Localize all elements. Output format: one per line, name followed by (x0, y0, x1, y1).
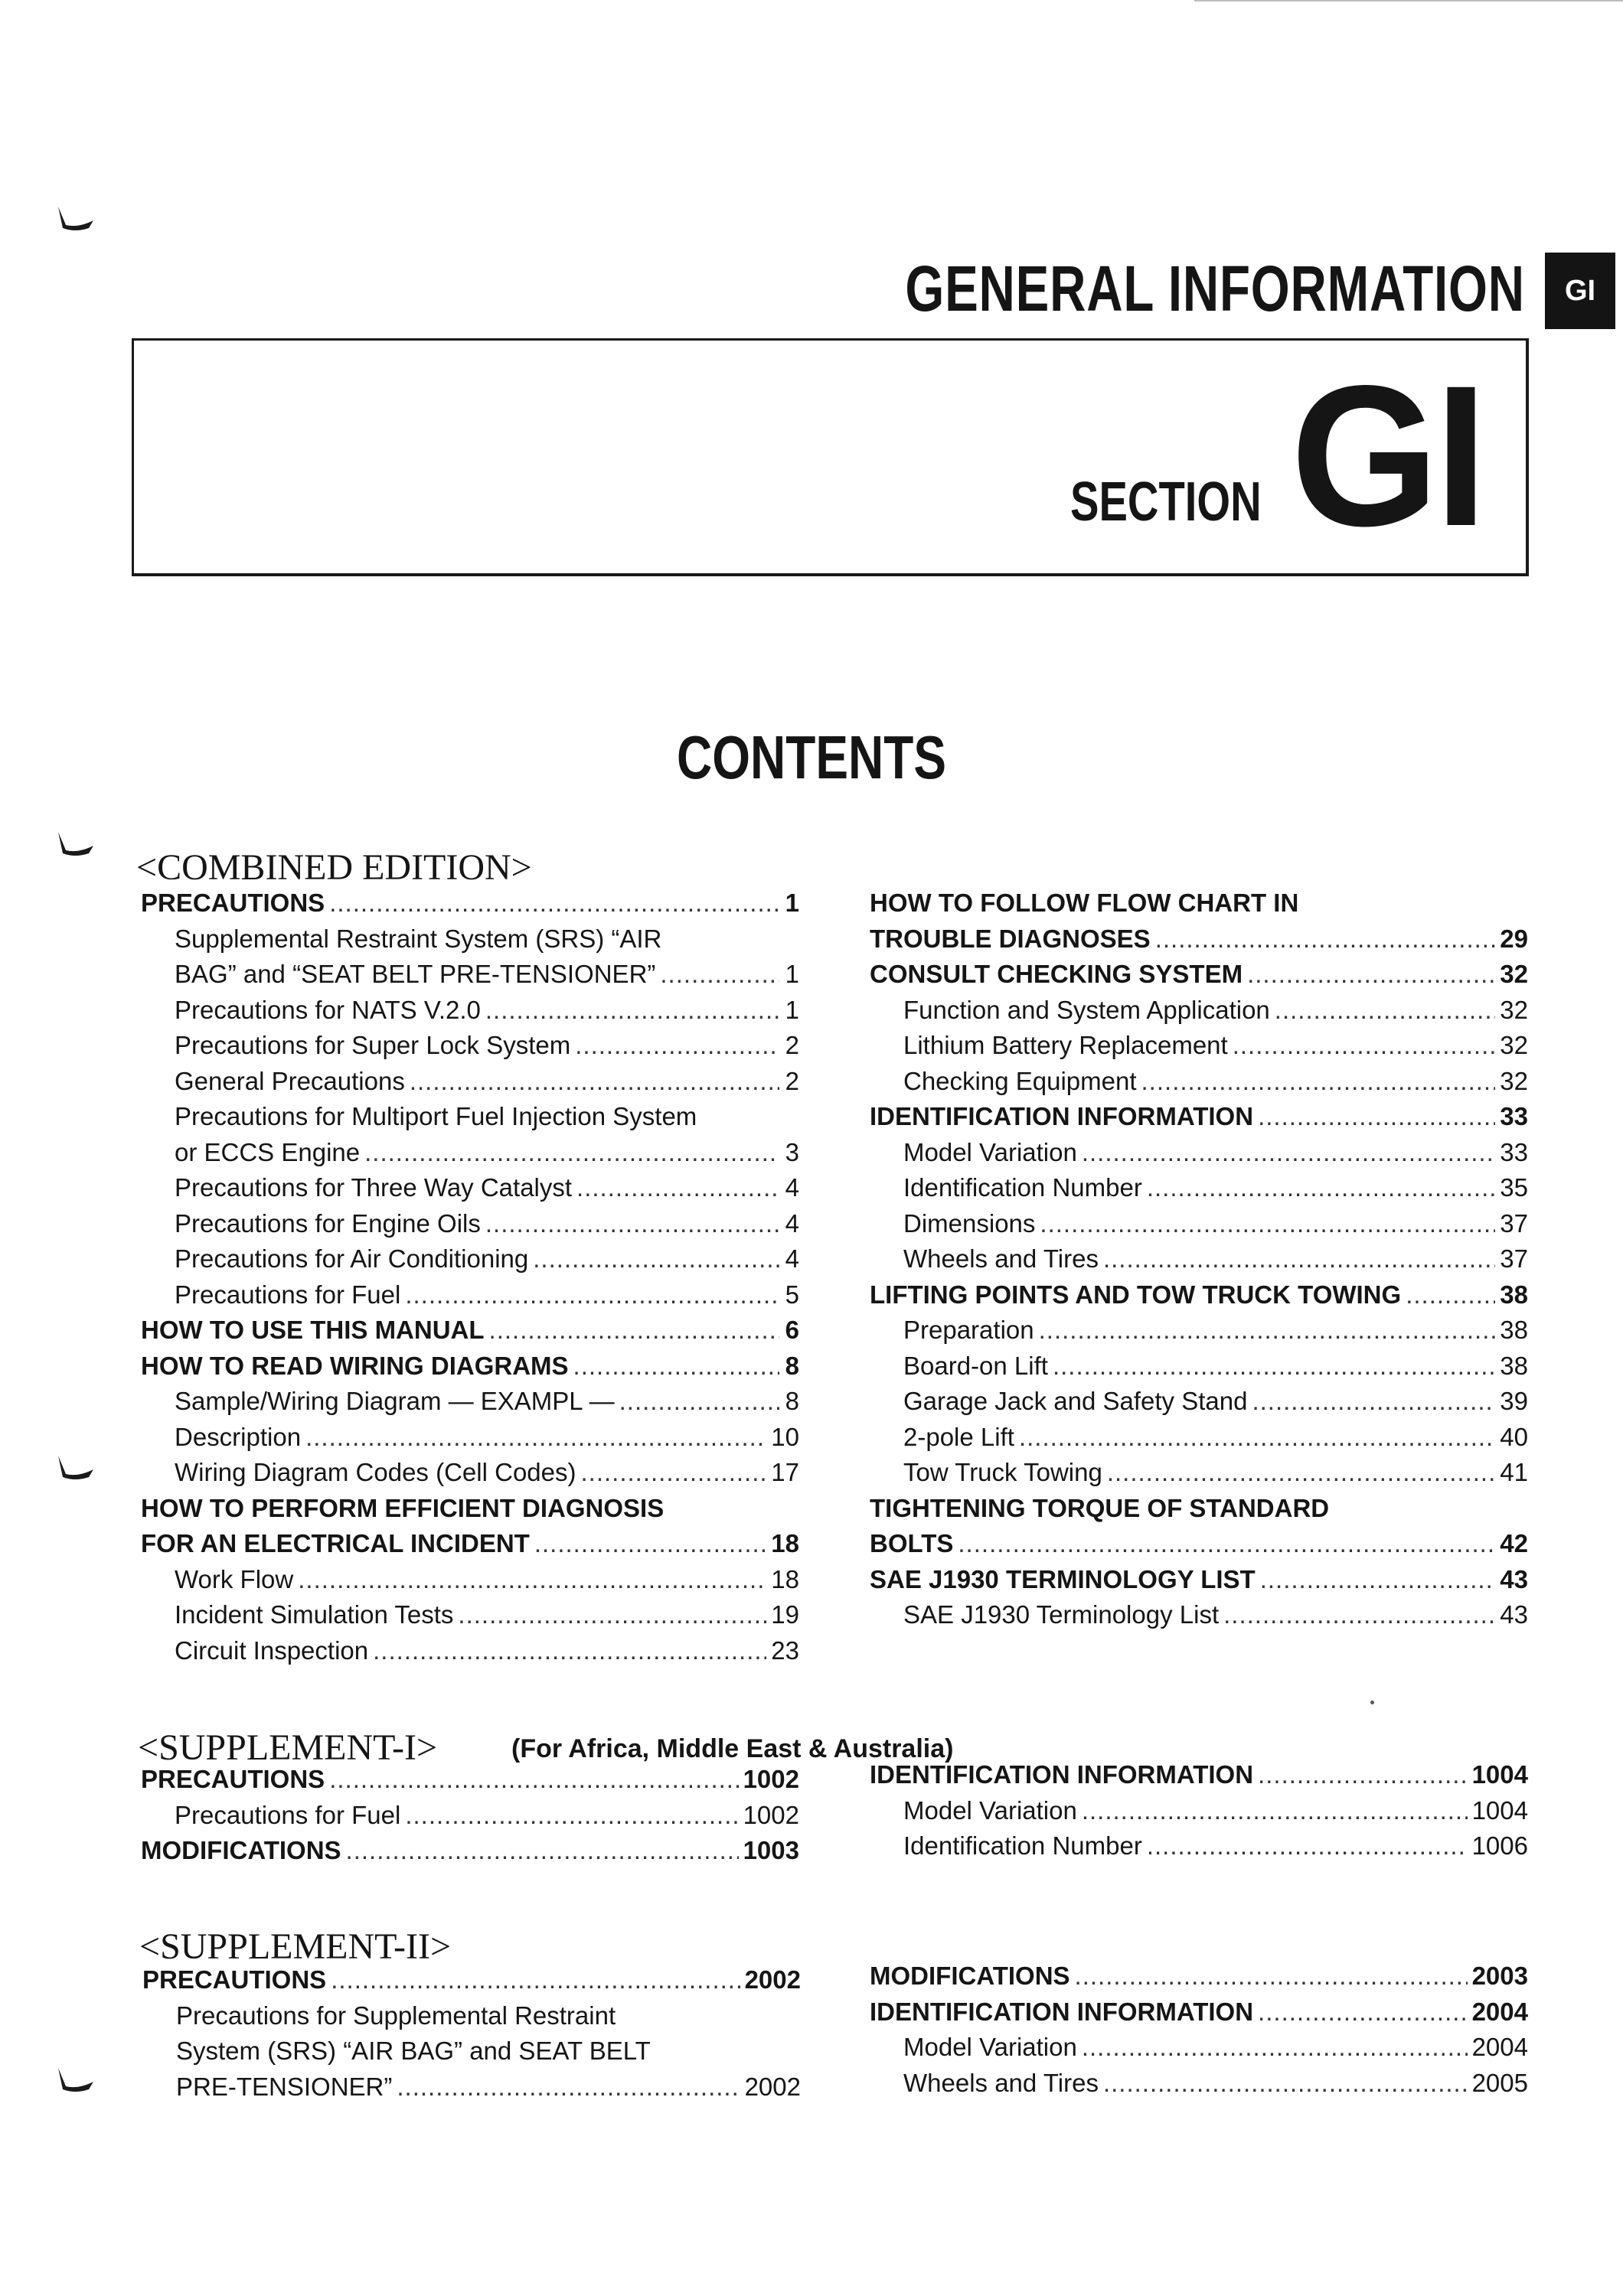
dot-leader (1019, 1424, 1495, 1450)
dot-leader (1406, 1282, 1495, 1307)
toc-page-number: 32 (1500, 1066, 1528, 1095)
toc-page-number: 3 (785, 1137, 799, 1166)
toc-entry-title: BOLTS (870, 1529, 954, 1557)
toc-entry-title: Precautions for Super Lock System (175, 1031, 571, 1059)
toc-page-number: 10 (771, 1422, 799, 1451)
dot-leader (581, 1459, 767, 1485)
dot-leader (660, 961, 779, 987)
toc-entry-title: Identification Number (903, 1173, 1142, 1202)
toc-entry (870, 1795, 1528, 1834)
toc-entry (141, 1388, 799, 1424)
toc-entry-title: Precautions for Fuel (175, 1280, 401, 1309)
toc-entry (141, 1282, 799, 1318)
dot-leader (1141, 1068, 1496, 1094)
toc-page-number: 4 (785, 1208, 799, 1238)
toc-entry (141, 1317, 799, 1353)
toc-entry (141, 890, 799, 926)
toc-entry (870, 997, 1528, 1033)
toc-entry (870, 961, 1528, 997)
toc-page-number: 32 (1500, 1031, 1528, 1059)
toc-entry (141, 1564, 799, 1603)
toc-entry-title: CONSULT CHECKING SYSTEM (870, 960, 1243, 988)
toc-entry-title: PRE-TENSIONER” (176, 2072, 393, 2101)
supplement-1-note: (For Africa, Middle East & Australia) (511, 1734, 954, 1763)
dot-leader (573, 1353, 779, 1378)
binding-mark-icon (55, 205, 101, 233)
toc-page-number: 2002 (744, 1965, 801, 1994)
toc-entry-title: Function and System Application (903, 995, 1270, 1024)
dot-leader (410, 1068, 779, 1094)
toc-entry (870, 1531, 1528, 1567)
supplement-1-toc-right (870, 1762, 1528, 1869)
dot-leader (1155, 926, 1496, 951)
toc-page-number: 4 (785, 1244, 799, 1273)
dot-leader (575, 1032, 779, 1058)
toc-entry-title: Wiring Diagram Codes (Cell Codes) (175, 1458, 576, 1486)
toc-entry-title: FOR AN ELECTRICAL INCIDENT (141, 1529, 530, 1557)
toc-entry (870, 1282, 1528, 1318)
toc-page-number: 1006 (1471, 1831, 1528, 1860)
toc-entry-title: BAG” and “SEAT BELT PRE-TENSIONER” (175, 960, 656, 988)
toc-entry (870, 1388, 1528, 1424)
binding-mark-icon (55, 1454, 101, 1482)
toc-entry (141, 1838, 799, 1874)
toc-entry (141, 1766, 799, 1802)
supplement-2-toc-left (142, 1967, 801, 2109)
toc-entry-title: Tow Truck Towing (903, 1458, 1102, 1486)
dot-leader (397, 2074, 740, 2099)
toc-entry-title: 2-pole Lift (903, 1422, 1014, 1451)
toc-entry-title: Sample/Wiring Diagram — EXAMPL — (175, 1387, 615, 1415)
toc-entry-title: SAE J1930 Terminology List (903, 1600, 1220, 1629)
toc-entry (141, 1032, 799, 1068)
combined-toc-right (870, 890, 1528, 1638)
toc-entry-title: Lithium Battery Replacement (903, 1031, 1228, 1059)
dot-leader (533, 1246, 779, 1271)
dot-leader (1258, 1762, 1468, 1787)
toc-entry-title: Work Flow (175, 1564, 294, 1593)
toc-entry-title: Wheels and Tires (903, 2068, 1099, 2097)
toc-page-number: 37 (1500, 1208, 1528, 1238)
toc-entry-title: SAE J1930 TERMINOLOGY LIST (870, 1564, 1256, 1593)
toc-entry (141, 961, 799, 997)
toc-page-number: 41 (1500, 1458, 1528, 1486)
toc-entry-title: PRECAUTIONS (141, 889, 325, 917)
toc-page-number: 1 (785, 995, 799, 1024)
dot-leader (576, 1175, 779, 1200)
toc-entry-title: LIFTING POINTS AND TOW TRUCK TOWING (870, 1280, 1402, 1309)
dot-leader (298, 1567, 766, 1592)
toc-entry-title: Dimensions (903, 1208, 1036, 1238)
dot-leader (1252, 1388, 1495, 1414)
toc-page-number: 32 (1500, 960, 1528, 988)
toc-entry (142, 2003, 801, 2039)
dot-leader (1147, 1175, 1495, 1200)
toc-entry-title: TROUBLE DIAGNOSES (870, 924, 1151, 953)
binding-mark-icon (55, 2066, 101, 2094)
toc-entry (142, 2038, 801, 2074)
toc-entry (141, 1175, 799, 1211)
toc-entry (141, 997, 799, 1033)
toc-entry-title: Description (175, 1422, 302, 1451)
toc-page-number: 29 (1500, 924, 1528, 953)
toc-entry (870, 1459, 1528, 1495)
dot-leader (458, 1602, 766, 1627)
toc-entry-title: Precautions for Three Way Catalyst (175, 1173, 573, 1202)
toc-entry-title: IDENTIFICATION INFORMATION (870, 1760, 1254, 1789)
toc-entry-title: General Precautions (175, 1066, 405, 1095)
toc-entry-title: Precautions for Engine Oils (175, 1208, 481, 1238)
dot-leader (1082, 2034, 1468, 2060)
toc-entry-title: Checking Equipment (903, 1066, 1137, 1095)
toc-entry-title: MODIFICATIONS (870, 1962, 1070, 1990)
toc-page-number: 42 (1500, 1529, 1528, 1557)
toc-entry-title: Precautions for NATS V.2.0 (175, 995, 481, 1024)
toc-entry-title: IDENTIFICATION INFORMATION (870, 1102, 1254, 1130)
toc-entry-title: HOW TO READ WIRING DIAGRAMS (141, 1351, 569, 1380)
toc-page-number: 2004 (1471, 2033, 1528, 2061)
toc-page-number: 2004 (1471, 1997, 1528, 2026)
toc-page-number: 6 (785, 1316, 799, 1344)
supplement-1-heading: <SUPPLEMENT-I> (138, 1727, 438, 1768)
toc-entry-title: TIGHTENING TORQUE OF STANDARD (870, 1493, 1330, 1522)
toc-page-number: 8 (785, 1351, 799, 1380)
toc-entry-title: HOW TO USE THIS MANUAL (141, 1316, 485, 1344)
dot-leader (1258, 1999, 1468, 2024)
toc-entry (870, 1137, 1528, 1176)
toc-page-number: 23 (771, 1636, 799, 1665)
toc-entry (141, 1208, 799, 1247)
toc-entry-title: MODIFICATIONS (141, 1836, 341, 1864)
toc-entry-title: Garage Jack and Safety Stand (903, 1387, 1248, 1415)
dot-leader (1040, 1211, 1495, 1236)
toc-entry (870, 1495, 1528, 1531)
toc-page-number: 33 (1500, 1102, 1528, 1130)
toc-entry (870, 1999, 1528, 2035)
combined-toc-left (141, 890, 799, 1673)
toc-entry-title: or ECCS Engine (175, 1137, 361, 1166)
dot-leader (405, 1282, 779, 1307)
toc-page-number: 40 (1500, 1422, 1528, 1451)
supplement-1-toc-left (141, 1766, 799, 1874)
dot-leader (619, 1388, 779, 1414)
toc-page-number: 1 (785, 889, 799, 917)
toc-page-number: 17 (771, 1458, 799, 1486)
dot-leader (329, 890, 779, 915)
toc-entry (870, 1208, 1528, 1247)
toc-entry (870, 2070, 1528, 2106)
toc-page-number: 1004 (1471, 1795, 1528, 1825)
toc-entry-title: Supplemental Restraint System (SRS) “AIR (175, 924, 662, 953)
toc-entry (870, 2034, 1528, 2070)
section-code: GI (1291, 344, 1484, 568)
toc-entry (141, 926, 799, 962)
dot-leader (958, 1531, 1495, 1556)
dot-leader (1082, 1140, 1495, 1165)
toc-entry (141, 1638, 799, 1674)
dot-leader (489, 1317, 779, 1342)
contents-title: CONTENTS (677, 723, 946, 791)
page-title: GENERAL INFORMATION (905, 253, 1525, 325)
toc-entry (141, 1802, 799, 1838)
toc-entry (142, 1967, 801, 2003)
toc-entry (870, 1032, 1528, 1068)
toc-page-number: 37 (1500, 1244, 1528, 1273)
dot-leader (1233, 1032, 1496, 1058)
dot-leader (1275, 997, 1496, 1022)
toc-entry-title: System (SRS) “AIR BAG” and SEAT BELT (176, 2037, 651, 2065)
toc-entry (141, 1495, 799, 1531)
toc-entry (870, 1564, 1528, 1603)
toc-entry-title: Board-on Lift (903, 1351, 1048, 1380)
toc-entry (141, 1104, 799, 1140)
toc-entry (141, 1068, 799, 1104)
scan-speck (1370, 1701, 1374, 1704)
toc-entry-title: HOW TO PERFORM EFFICIENT DIAGNOSIS (141, 1493, 665, 1522)
toc-entry-title: PRECAUTIONS (142, 1965, 327, 1994)
toc-entry (870, 1762, 1528, 1798)
toc-entry-title: Precautions for Supplemental Restraint (176, 2001, 616, 2030)
toc-entry (142, 2074, 801, 2110)
toc-entry (141, 1531, 799, 1567)
toc-entry (870, 1175, 1528, 1211)
toc-entry (870, 890, 1528, 926)
toc-entry (870, 1353, 1528, 1389)
toc-entry-title: Incident Simulation Tests (175, 1600, 454, 1629)
toc-page-number: 2 (785, 1031, 799, 1059)
toc-entry-title: IDENTIFICATION INFORMATION (870, 1997, 1254, 2026)
toc-entry (870, 1246, 1528, 1282)
toc-page-number: 19 (771, 1600, 799, 1629)
toc-entry-title: Model Variation (903, 1795, 1077, 1825)
dot-leader (485, 1211, 779, 1236)
toc-page-number: 33 (1500, 1137, 1528, 1166)
dot-leader (405, 1802, 738, 1828)
toc-entry-title: Circuit Inspection (175, 1636, 369, 1665)
toc-entry (870, 1602, 1528, 1638)
dot-leader (1260, 1567, 1496, 1592)
toc-entry (870, 1104, 1528, 1140)
dot-leader (1258, 1104, 1495, 1129)
toc-entry (870, 1424, 1528, 1460)
dot-leader (1247, 961, 1495, 987)
top-edge-rule (1194, 0, 1623, 2)
dot-leader (1223, 1602, 1495, 1627)
dot-leader (1039, 1317, 1496, 1342)
dot-leader (329, 1766, 738, 1792)
toc-page-number: 5 (785, 1280, 799, 1309)
dot-leader (364, 1140, 779, 1165)
toc-entry (141, 1424, 799, 1460)
section-label: SECTION (1070, 471, 1262, 533)
toc-page-number: 1003 (743, 1836, 799, 1864)
toc-entry (870, 1963, 1528, 1999)
toc-entry-title: Preparation (903, 1316, 1034, 1344)
dot-leader (1147, 1833, 1468, 1858)
toc-entry-title: Precautions for Multiport Fuel Injection System (175, 1102, 697, 1130)
toc-page-number: 1 (785, 960, 799, 988)
toc-page-number: 43 (1500, 1564, 1528, 1593)
toc-entry-title: Model Variation (903, 1137, 1077, 1166)
toc-page-number: 2005 (1471, 2068, 1528, 2097)
toc-page-number: 4 (785, 1173, 799, 1202)
toc-page-number: 2003 (1471, 1962, 1528, 1990)
toc-page-number: 35 (1500, 1173, 1528, 1202)
toc-page-number: 1002 (743, 1800, 799, 1829)
combined-edition-heading: <COMBINED EDITION> (136, 847, 532, 888)
toc-page-number: 38 (1500, 1351, 1528, 1380)
toc-entry (870, 1317, 1528, 1353)
supplement-2-heading: <SUPPLEMENT-II> (139, 1926, 452, 1967)
toc-page-number: 38 (1500, 1280, 1528, 1309)
toc-entry-title: Wheels and Tires (903, 1244, 1099, 1273)
toc-entry-title: Identification Number (903, 1831, 1142, 1860)
toc-page-number: 18 (771, 1529, 799, 1557)
toc-entry (141, 1246, 799, 1282)
section-tab-badge: GI (1545, 253, 1615, 329)
toc-entry-title: HOW TO FOLLOW FLOW CHART IN (870, 889, 1299, 917)
toc-page-number: 8 (785, 1387, 799, 1415)
toc-page-number: 38 (1500, 1316, 1528, 1344)
dot-leader (1082, 1798, 1468, 1823)
dot-leader (1075, 1963, 1468, 1988)
toc-entry (870, 1068, 1528, 1104)
toc-entry (141, 1137, 799, 1176)
dot-leader (485, 997, 779, 1022)
toc-page-number: 32 (1500, 995, 1528, 1024)
dot-leader (346, 1838, 739, 1863)
dot-leader (331, 1967, 740, 1992)
toc-page-number: 43 (1500, 1600, 1528, 1629)
toc-page-number: 2002 (744, 2072, 801, 2101)
toc-page-number: 18 (771, 1564, 799, 1593)
toc-page-number: 1002 (743, 1765, 799, 1793)
supplement-2-toc-right (870, 1963, 1528, 2105)
dot-leader (305, 1424, 766, 1450)
toc-entry (870, 926, 1528, 962)
dot-leader (373, 1638, 766, 1663)
toc-entry-title: Precautions for Air Conditioning (175, 1244, 529, 1273)
dot-leader (1103, 1246, 1495, 1271)
dot-leader (1053, 1353, 1495, 1378)
toc-page-number: 1004 (1471, 1760, 1528, 1789)
binding-mark-icon (55, 830, 101, 858)
toc-entry (141, 1353, 799, 1389)
dot-leader (1103, 2070, 1468, 2095)
dot-leader (1107, 1459, 1495, 1485)
toc-entry (870, 1833, 1528, 1869)
toc-entry-title: Precautions for Fuel (175, 1800, 401, 1829)
toc-entry-title: Model Variation (903, 2033, 1077, 2061)
toc-entry-title: PRECAUTIONS (141, 1765, 325, 1793)
toc-page-number: 39 (1500, 1387, 1528, 1415)
toc-entry (141, 1602, 799, 1638)
dot-leader (534, 1531, 766, 1556)
toc-entry (141, 1459, 799, 1495)
toc-page-number: 2 (785, 1066, 799, 1095)
